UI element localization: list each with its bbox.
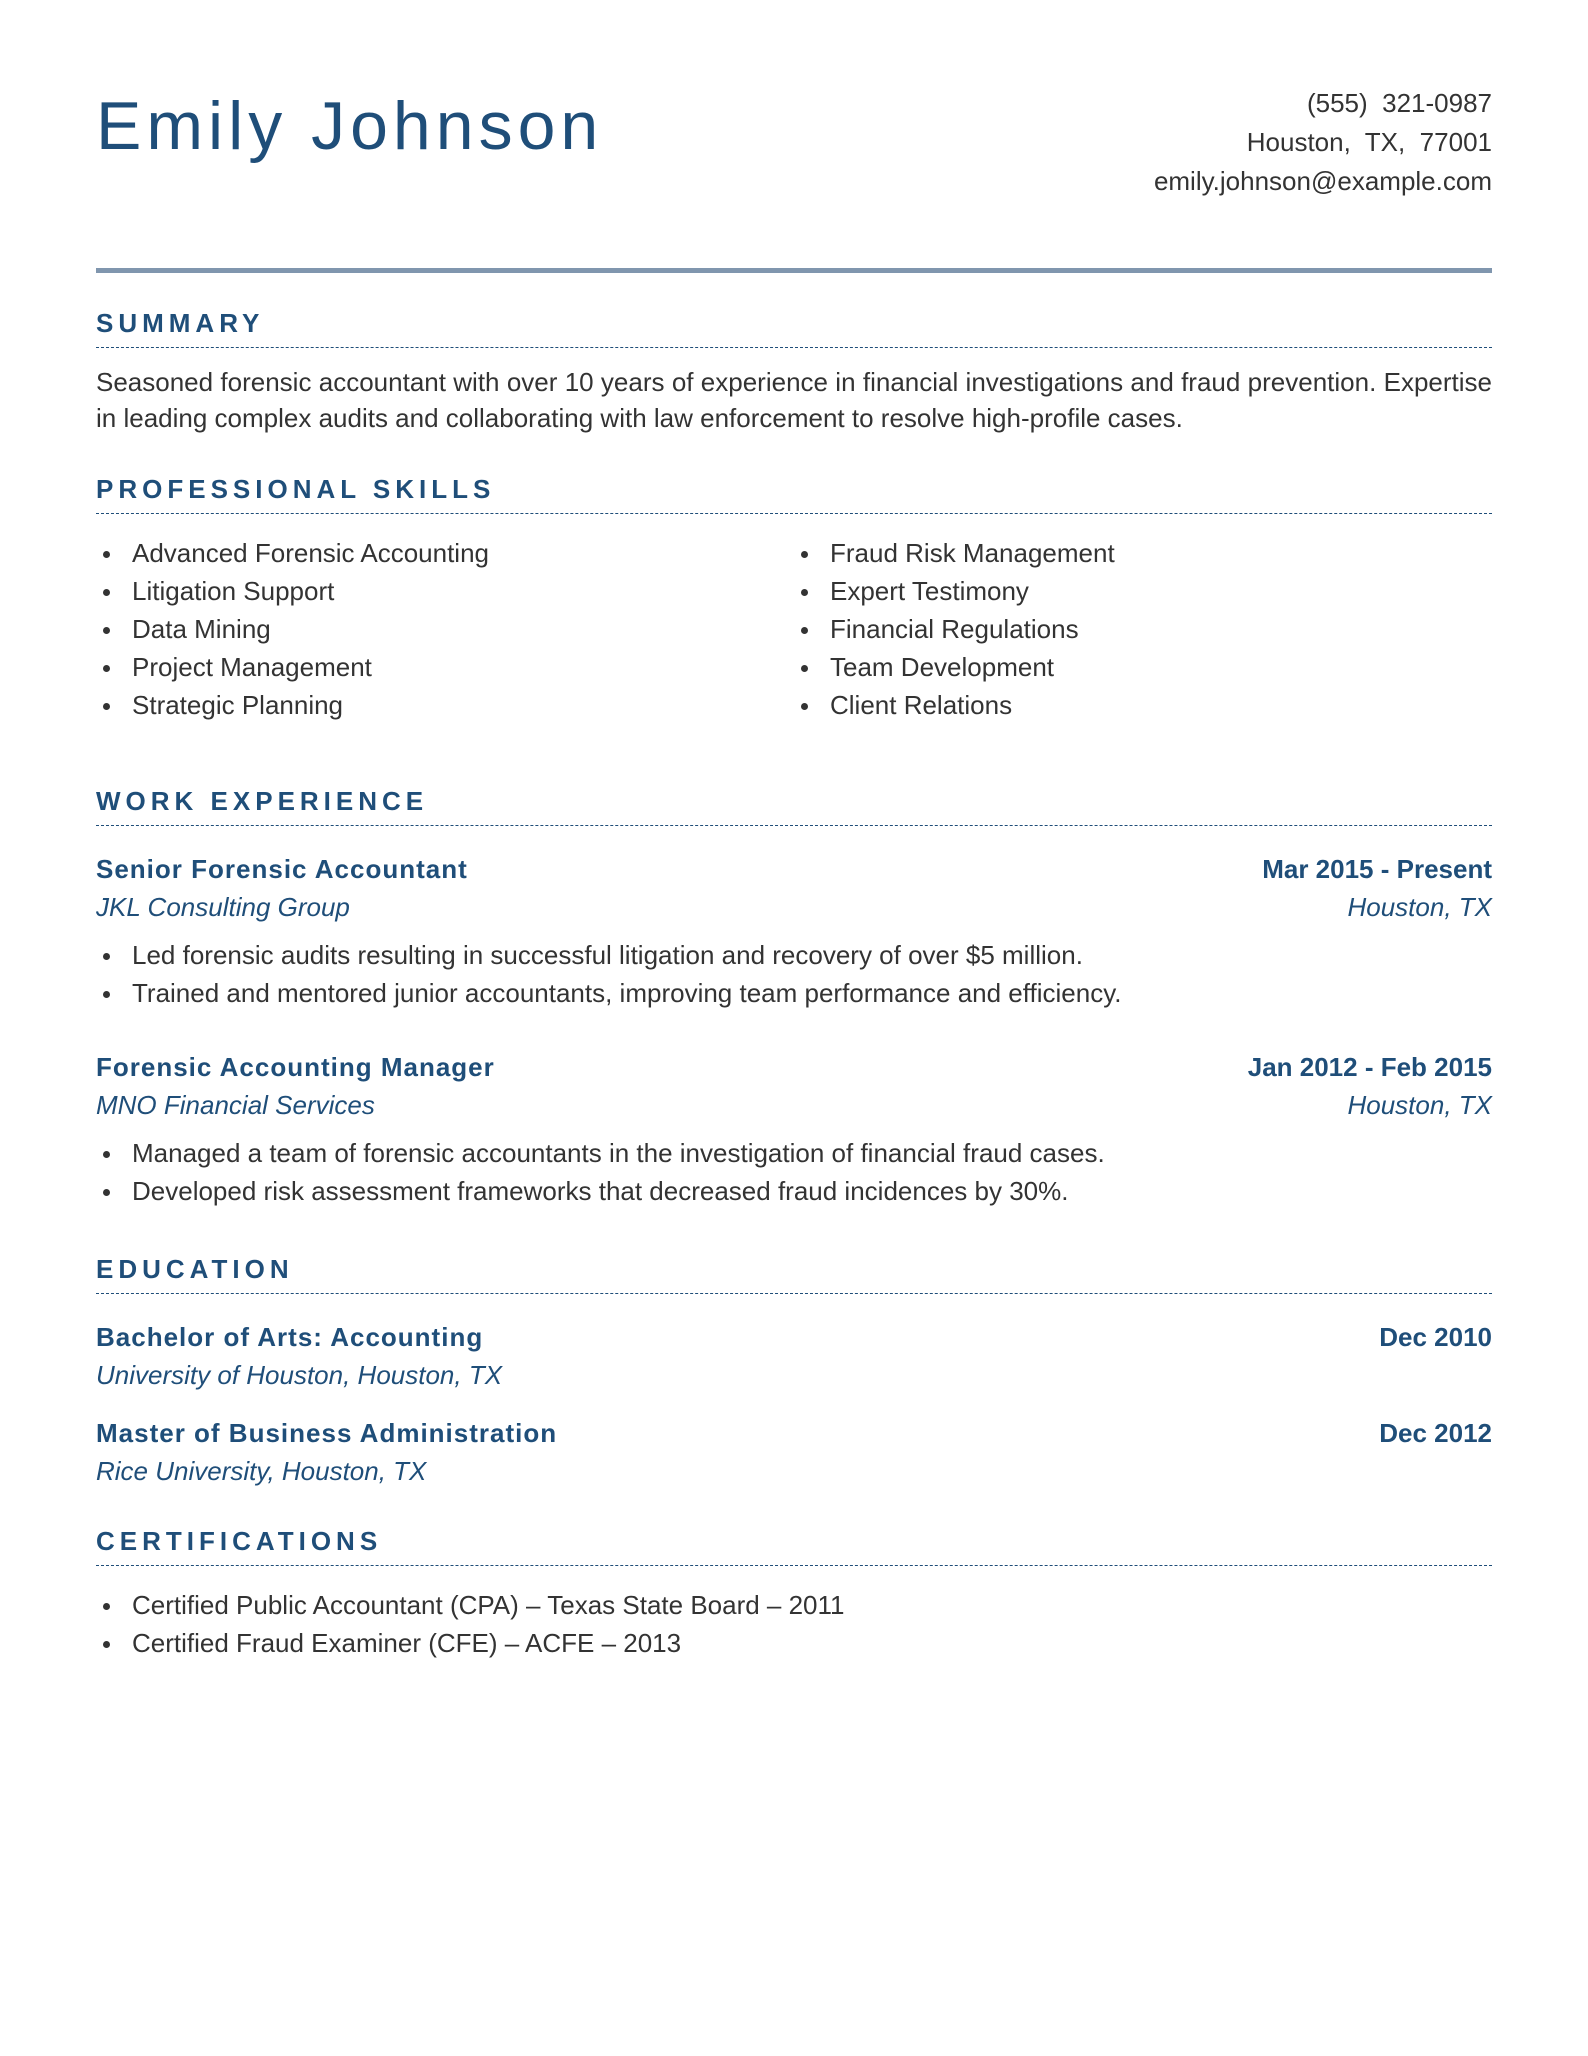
section-title-skills: PROFESSIONAL SKILLS xyxy=(96,474,1492,514)
education-school: Rice University, Houston, TX xyxy=(96,1456,427,1486)
skill-item: Client Relations xyxy=(794,686,1492,724)
skill-item: Financial Regulations xyxy=(794,610,1492,648)
certification-item: Certified Public Accountant (CPA) – Texas State Board – 2011 xyxy=(96,1586,1492,1624)
certifications-section xyxy=(96,1490,1492,1662)
job-dates: Mar 2015 - Present xyxy=(1262,854,1492,884)
summary-text: Seasoned forensic accountant with over 10 years of experience in financial investigations and fraud prevention. Expertise in leading complex audits and collaborating with law enforcement to resolve high-profile cases. xyxy=(96,367,1492,433)
education-degree: Master of Business Administration xyxy=(96,1418,558,1448)
education-date: Dec 2012 xyxy=(1379,1418,1492,1448)
certification-list xyxy=(96,1586,1492,1662)
section-title-education: EDUCATION xyxy=(96,1254,1492,1294)
education-entry xyxy=(96,1318,1492,1394)
education-entry xyxy=(96,1414,1492,1490)
job-bullet: Managed a team of forensic accountants in the investigation of financial fraud cases. xyxy=(96,1134,1492,1172)
job-bullets xyxy=(96,1134,1492,1210)
section-title-certifications: CERTIFICATIONS xyxy=(96,1526,1492,1566)
skill-item: Litigation Support xyxy=(96,572,794,610)
skill-item: Strategic Planning xyxy=(96,686,794,724)
skill-item: Advanced Forensic Accounting xyxy=(96,534,794,572)
job-bullet: Developed risk assessment frameworks that decreased fraud incidences by 30%. xyxy=(96,1172,1492,1210)
candidate-name: Emily Johnson xyxy=(96,88,604,164)
resume-header xyxy=(96,0,1492,272)
job-entry xyxy=(96,1048,1492,1210)
header-divider xyxy=(96,268,1492,273)
section-title-work-experience: WORK EXPERIENCE xyxy=(96,786,1492,826)
contact-info xyxy=(1154,84,1492,201)
skill-item: Project Management xyxy=(96,648,794,686)
job-subheader-row xyxy=(96,1086,1492,1124)
job-header-row xyxy=(96,1048,1492,1086)
section-title-summary: SUMMARY xyxy=(96,308,1492,348)
contact-phone: (555) 321-0987 xyxy=(1306,88,1492,118)
job-location: Houston, TX xyxy=(1347,1090,1492,1120)
job-company: JKL Consulting Group xyxy=(96,892,350,922)
job-location: Houston, TX xyxy=(1347,892,1492,922)
job-entry xyxy=(96,850,1492,1012)
job-bullet: Led forensic audits resulting in successful litigation and recovery of over $5 million. xyxy=(96,936,1492,974)
job-bullets xyxy=(96,936,1492,1012)
skill-item: Expert Testimony xyxy=(794,572,1492,610)
skill-item: Team Development xyxy=(794,648,1492,686)
job-dates: Jan 2012 - Feb 2015 xyxy=(1247,1052,1492,1082)
job-title: Forensic Accounting Manager xyxy=(96,1052,495,1082)
contact-address: Houston, TX, 77001 xyxy=(1246,127,1492,157)
job-subheader-row xyxy=(96,888,1492,926)
education-degree: Bachelor of Arts: Accounting xyxy=(96,1322,484,1352)
work-experience-section xyxy=(96,724,1492,1210)
skills-column-right xyxy=(794,534,1492,724)
job-title: Senior Forensic Accountant xyxy=(96,854,468,884)
skills-grid xyxy=(96,534,1492,724)
job-company: MNO Financial Services xyxy=(96,1090,375,1120)
job-bullet: Trained and mentored junior accountants, improving team performance and efficiency. xyxy=(96,974,1492,1012)
education-header-row xyxy=(96,1318,1492,1356)
summary-section xyxy=(96,272,1492,436)
skill-item: Data Mining xyxy=(96,610,794,648)
education-header-row xyxy=(96,1414,1492,1452)
certification-item: Certified Fraud Examiner (CFE) – ACFE – 2013 xyxy=(96,1624,1492,1662)
skills-section xyxy=(96,436,1492,724)
education-section xyxy=(96,1210,1492,1490)
contact-email: emily.johnson@example.com xyxy=(1153,166,1492,196)
skill-item: Fraud Risk Management xyxy=(794,534,1492,572)
skills-column-left xyxy=(96,534,794,724)
education-school: University of Houston, Houston, TX xyxy=(96,1360,503,1390)
job-header-row xyxy=(96,850,1492,888)
education-date: Dec 2010 xyxy=(1379,1322,1492,1352)
